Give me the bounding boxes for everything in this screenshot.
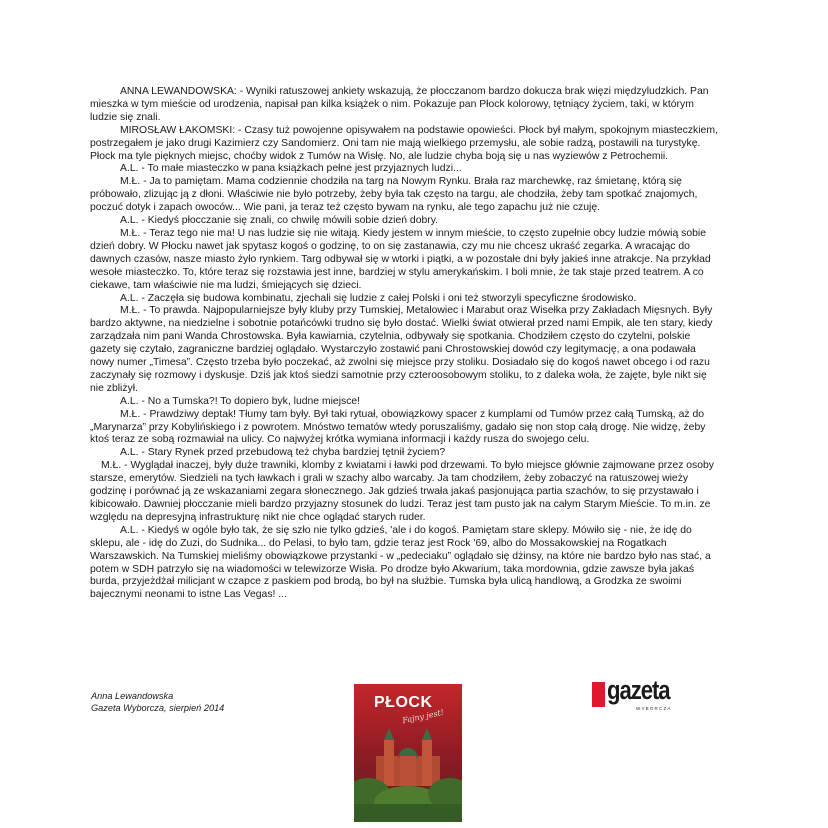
author-credit [91, 690, 224, 714]
article-paragraph: M.Ł. - Prawdziwy deptak! Tłumy tam były. Był taki rytuał, obowiązkowy spacer z kumplami od Tumów przez całą Tumską, aż do „Marynarza” przy Kobylińskiego i z powrotem. Mnóstwo tematów wtedy poruszaliśmy, gadało się non stop całą drogę. Nie widzę, żeby ktoś teraz ze sobą rozmawiał na ulicy. Co najwyżej krótka wymiana informacji i każdy rusza do swojego celu. [90, 408, 706, 446]
article-paragraph: A.L. - No a Tumska?! To dopiero byk, ludne miejsce! [120, 395, 361, 407]
article-paragraph: M.Ł. - Teraz tego nie ma! U nas ludzie się nie witają. Kiedy jestem w innym mieście, to często zupełnie obcy ludzie mówią sobie dzień dobry. W Płocku nawet jak spytasz kogoś o godzinę, to on się zastanawia, czy mu nie chcesz ukraść zegarka. A wracając do dawnych czasów, nasze miasto żyło rynkiem. Targ odbywał się w wtorki i piątki, a w pozostałe dni były jakieś inne atrakcje. Na przykład wesołe miasteczko. To, które teraz się rozstawia jest inne, bardziej w stylu amerykańskim. I boli mnie, że tak staje przed teatrem. A co ciekawe, tam właściwie nie ma ludzi, śmiejących się dzieci. [90, 227, 711, 291]
publication-source: Gazeta Wyborcza, sierpień 2014 [91, 703, 225, 713]
article-paragraph: MIROSŁAW ŁAKOMSKI: - Czasy tuż powojenne opisywałem na podstawie opowieści. Płock był małym, spokojnym miasteczkiem, postrzegałem je jako drugi Kazimierz czy Sandomierz. Oni tam nie mają wielkiego przemysłu, ale sobie radzą, postawili na turystykę. Płock ma tyle pięknych miejsc, choćby widok z Tumów na Wisłę. No, ale ludzie chyba boją się u nas wyziewów z Petrochemii. [90, 124, 718, 162]
logo-red-bar [592, 682, 605, 707]
article-paragraph: M.Ł. - Wyglądał inaczej, były duże trawniki, klomby z kwiatami i ławki pod drzewami. To było miejsce głównie zajmowane przez osoby starsze, emerytów. Siedzieli na tych ławkach i grali w szachy albo warcaby. Ja tam chodziłem, żeby zobaczyć na ratuszowej wieży godzinę i porównać ją ze wskazaniami zegara słonecznego. Jak gdzieś trwała jakaś pasjonująca partia szachów, to się przystawało i kibicowało. Dawniej płocczanie mieli bardzo przyjazny stosunek do ludzi. Teraz jest tam pusto jak na całym Starym Mieście. To m.in. ze względu na depresyjną infrastrukturę nikt nie chce oglądać starych ruder. [90, 460, 715, 523]
cover-title: PŁOCK [374, 694, 433, 711]
logo-wordmark: gazeta [607, 675, 670, 705]
article-paragraph: A.L. - To małe miasteczko w pana książkach pełne jest przyjaznych ludzi... [120, 163, 462, 175]
article-paragraph: ANNA LEWANDOWSKA: - Wyniki ratuszowej ankiety wskazują, że płocczanom bardzo dokucza brak więzi międzyludzkich. Pan mieszka w tym mieście od urodzenia, napisał pan kilka książek o nim. Pokazuje pan Płock kolorowy, tętniący życiem, taki, w którym ludzie się znali. [90, 86, 709, 123]
author-name: Anna Lewandowska [91, 691, 174, 701]
book-cover-image [354, 684, 462, 822]
article-paragraph: A.L. - Stary Rynek przed przebudową też chyba bardziej tętnił życiem? [120, 447, 446, 459]
gazeta-wyborcza-logo [592, 675, 692, 716]
article-paragraph: A.L. - Kiedyś w ogóle było tak, że się szło nie tylko gdzieś, 'ale i do kogoś. Pamiętam stare sklepy. Mówiło się - nie, że idę do sklepu, ale - idę do Zuzi, do Sudnika... do Pelasi, to było tam, gdzie teraz jest Rock '69, albo do Mossakowskiej na Rogatkach Warszawskich. Na Tumskiej mieliśmy obowiązkowe przystanki - w „pedeciaku” oglądało się dżinsy, na które nie bardzo było nas stać, a potem w SDH patrzyło się na wiadomości w telewizorze Wisła. Po drodze było Akwarium, taka mordownia, gdzie zawsze była jakaś burda, przyjeżdżał milicjant w czapce z paskiem pod brodą, bo był na służbie. Tumska była ulicą handlową, a Grodzka ze swoimi bajecznymi neonami to istne Las Vegas! ... [90, 524, 711, 601]
article-paragraph: A.L. - Zaczęła się budowa kombinatu, zjechali się ludzie z całej Polski i oni też stworzyli specyficzne środowisko. [120, 292, 637, 304]
article-paragraph: A.L. - Kiedyś płocczanie się znali, co chwilę mówili sobie dzień dobry. [120, 215, 439, 227]
logo-subtitle: WYBORCZA [636, 706, 672, 711]
article-body [90, 86, 720, 602]
article-paragraph: M.Ł. - To prawda. Najpopularniejsze były kluby przy Tumskiej, Metalowiec i Marabut oraz Wisełka przy Zakładach Mięsnych. Były bardzo aktywne, na niedzielne i sobotnie potańcówki trudno się było dostać. Wielki świat otwierał przed nami Empik, ale ten stary, kiedy zarządzała nim pani Wanda Chrostowska. Była kawiarnia, czytelnia, odbywały się spotkania. Chodziłem często do czytelni, polskie gazety się czytało, zagraniczne bardziej oglądało. Wystarczyło zostawić pani Chrostowskiej dowód czy legitymację, a ona podawała nowy numer „Timesa”. Często trzeba było poczekać, aż zwolni się miejsce przy stoliku. Dosiadało się do kogoś nawet obcego i od razu zaczynały się rozmowy i dyskusje. Dziś jak ktoś siedzi samotnie przy czteroosobowym stoliku, to z daleka woła, że zajęte, byle nikt się nie zbliżył. [90, 305, 713, 394]
cover-subtitle: Fajny jest! [401, 707, 445, 726]
article-paragraph: M.Ł. - Ja to pamiętam. Mama codziennie chodziła na targ na Nowym Rynku. Brała raz marchewkę, raz śmietanę, którą się próbowało, zlizując ją z dłoni. Właściwie nie było potrzeby, żeby była tak często na targu, ale chodziła, żeby tam spotkać znajomych, poczuć dotyk i zapach owoców... Wie pani, ja teraz też często bywam na rynku, ale tego zapachu już nie czuję. [90, 176, 698, 214]
